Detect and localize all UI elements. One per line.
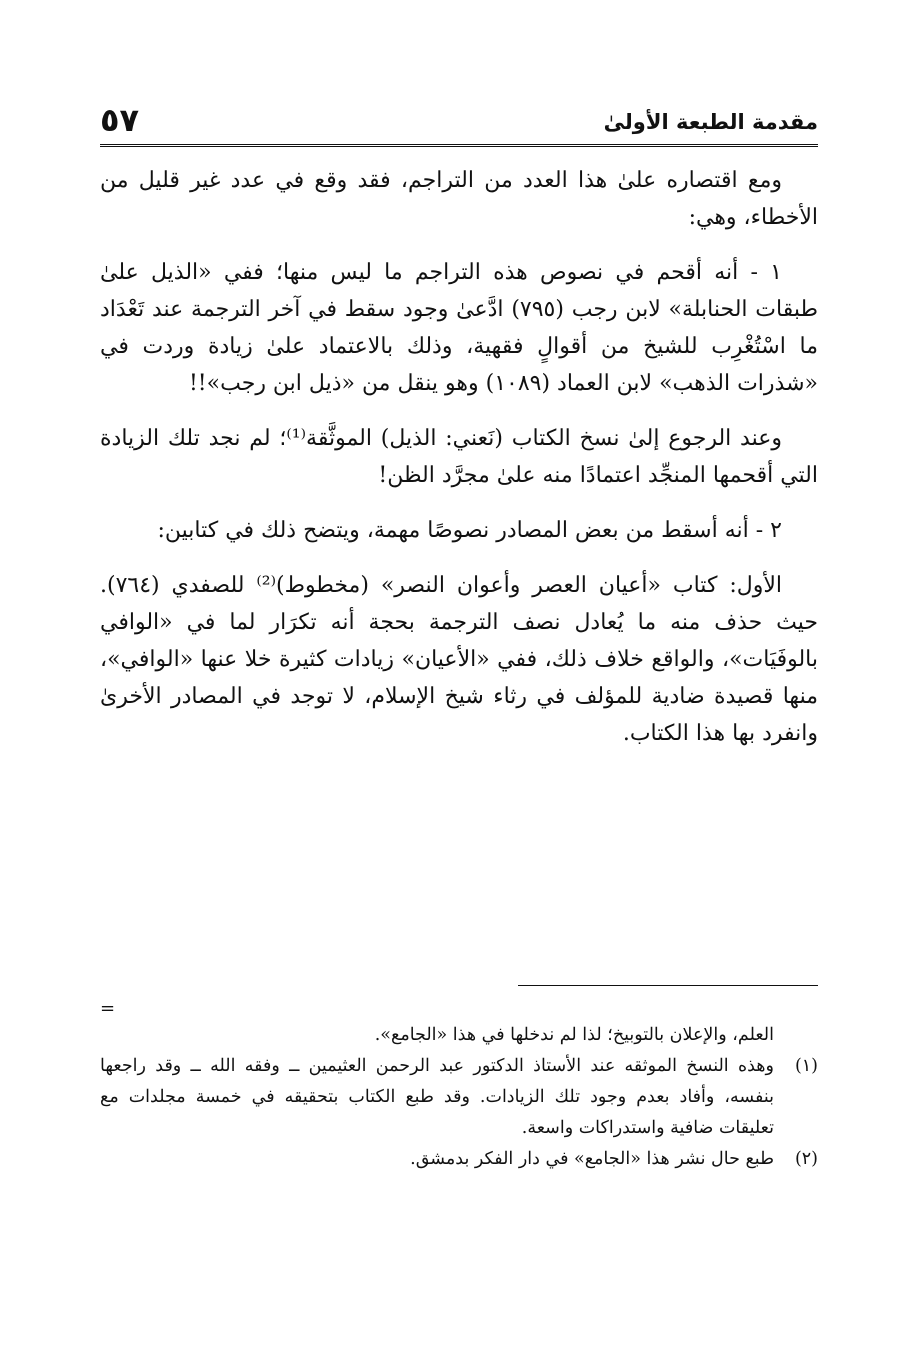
footnote-separator bbox=[518, 985, 818, 986]
header-rule bbox=[100, 144, 818, 147]
footnote-text: وهذه النسخ الموثقه عند الأستاذ الدكتور عبد الرحمن العثيمين ــ وفقه الله ــ وقد راجعها بنفسه، وأفاد بعدم وجود تلك الزيادات. وقد طبع الكتاب بتحقيقه في خمسة مجلدات مع تعليقات ضافية واستدراكات واسعة. bbox=[100, 1056, 774, 1138]
footnote bbox=[100, 1144, 818, 1175]
footnote-continuation-mark: = bbox=[100, 998, 116, 1019]
footnote-text: طبع حال نشر هذا «الجامع» في دار الفكر بدمشق. bbox=[410, 1149, 774, 1169]
book-page bbox=[100, 100, 818, 1169]
running-title: مقدمة الطبعة الأولىٰ bbox=[603, 110, 818, 134]
paragraph: ٢ - أنه أسقط من بعض المصادر نصوصًا مهمة، ويتضح ذلك في كتابين: bbox=[157, 518, 782, 543]
footnote bbox=[100, 1051, 818, 1144]
main-text bbox=[100, 162, 818, 770]
paragraph: وعند الرجوع إلىٰ نسخ الكتاب (نَعني: الذيل) الموثَّقة⁽¹⁾؛ لم نجد تلك الزيادة التي أقحمها المنجِّد اعتمادًا منه علىٰ مجرَّد الظن! bbox=[100, 426, 818, 488]
paragraph: ١ - أنه أقحم في نصوص هذه التراجم ما ليس منها؛ ففي «الذيل علىٰ طبقات الحنابلة» لابن رجب (٧٩٥) ادَّعىٰ وجود سقط في آخر الترجمة عند تَعْدَاد ما اسْتُغْرِب للشيخ من أقوالٍ فقهية، وذلك بالاعتماد علىٰ زيادة وردت في «شذرات الذهب» لابن العماد (١٠٨٩) وهو ينقل من «ذيل ابن رجب»!! bbox=[100, 260, 818, 396]
footnote-number: (١) bbox=[794, 1056, 818, 1076]
page-header bbox=[100, 100, 818, 140]
page-number: ٥٧ bbox=[100, 101, 140, 139]
paragraph: ومع اقتصاره علىٰ هذا العدد من التراجم، فقد وقع في عدد غير قليل من الأخطاء، وهي: bbox=[100, 168, 818, 230]
footnote-number: (٢) bbox=[794, 1149, 818, 1169]
paragraph: الأول: كتاب «أعيان العصر وأعوان النصر» (مخطوط)⁽²⁾ للصفدي (٧٦٤). حيث حذف منه ما يُعادل نصف الترجمة بحجة أنه تكرَار لما في «الوافي بالوفَيَات»، والواقع خلاف ذلك، ففي «الأعيان» زيادات كثيرة خلا عنها «الوافي»، منها قصيدة ضادية للمؤلف في رثاء شيخ الإسلام، لا توجد في المصادر الأخرىٰ وانفرد بها هذا الكتاب. bbox=[100, 573, 818, 746]
footnotes bbox=[100, 998, 818, 1175]
footnote-continuation-text: العلم، والإعلان بالتوبيخ؛ لذا لم ندخلها في هذا «الجامع». bbox=[374, 1025, 774, 1045]
